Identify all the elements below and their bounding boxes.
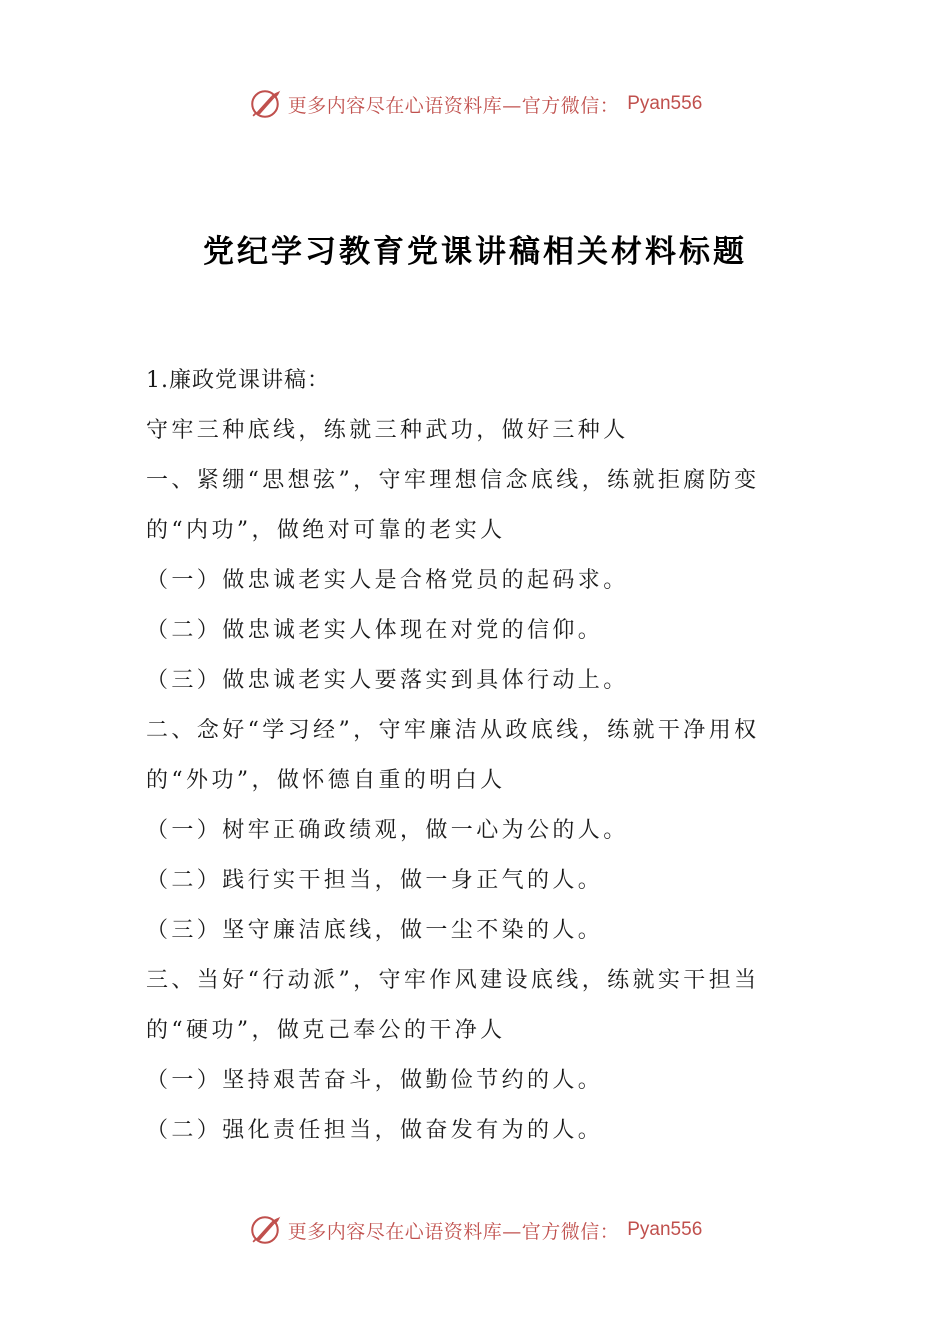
text-line: 三、当好“行动派”，守牢作风建设底线，练就实干担当 bbox=[146, 968, 760, 993]
text-line: （二）做忠诚老实人体现在对党的信仰。 bbox=[146, 618, 604, 643]
watermark-text: 更多内容尽在心语资料库—官方微信： bbox=[287, 94, 620, 117]
watermark-text: 更多内容尽在心语资料库—官方微信： bbox=[287, 1220, 620, 1243]
text-line: （一）做忠诚老实人是合格党员的起码求。 bbox=[146, 568, 629, 593]
header-watermark bbox=[0, 84, 950, 124]
text-line: 的“外功”，做怀德自重的明白人 bbox=[146, 768, 506, 793]
document-title: 党纪学习教育党课讲稿相关材料标题 bbox=[203, 234, 747, 270]
watermark-wechat-id: Pyan556 bbox=[627, 1219, 703, 1240]
text-line: （三）坚守廉洁底线，做一尘不染的人。 bbox=[146, 918, 604, 943]
subtitle-line: 守牢三种底线，练就三种武功，做好三种人 bbox=[146, 418, 629, 443]
text-line: 一、紧绷“思想弦”，守牢理想信念底线，练就拒腐防变 bbox=[146, 468, 760, 493]
text-line: （二）践行实干担当，做一身正气的人。 bbox=[146, 868, 604, 893]
text-line: （二）强化责任担当，做奋发有为的人。 bbox=[146, 1118, 604, 1143]
text-line: 二、念好“学习经”，守牢廉洁从政底线，练就干净用权 bbox=[146, 718, 760, 743]
text-line: （一）坚持艰苦奋斗，做勤俭节约的人。 bbox=[146, 1068, 604, 1093]
document-body bbox=[146, 356, 810, 1156]
watermark-wechat-id: Pyan556 bbox=[627, 93, 703, 114]
section-heading: 1.廉政党课讲稿： bbox=[146, 368, 330, 393]
quill-pen-logo-icon bbox=[248, 87, 282, 121]
footer-watermark bbox=[0, 1210, 950, 1250]
quill-pen-logo-icon bbox=[248, 1213, 282, 1247]
text-line: （一）树牢正确政绩观，做一心为公的人。 bbox=[146, 818, 629, 843]
text-line: （三）做忠诚老实人要落实到具体行动上。 bbox=[146, 668, 629, 693]
text-line: 的“硬功”，做克己奉公的干净人 bbox=[146, 1018, 506, 1043]
text-line: 的“内功”，做绝对可靠的老实人 bbox=[146, 518, 506, 543]
